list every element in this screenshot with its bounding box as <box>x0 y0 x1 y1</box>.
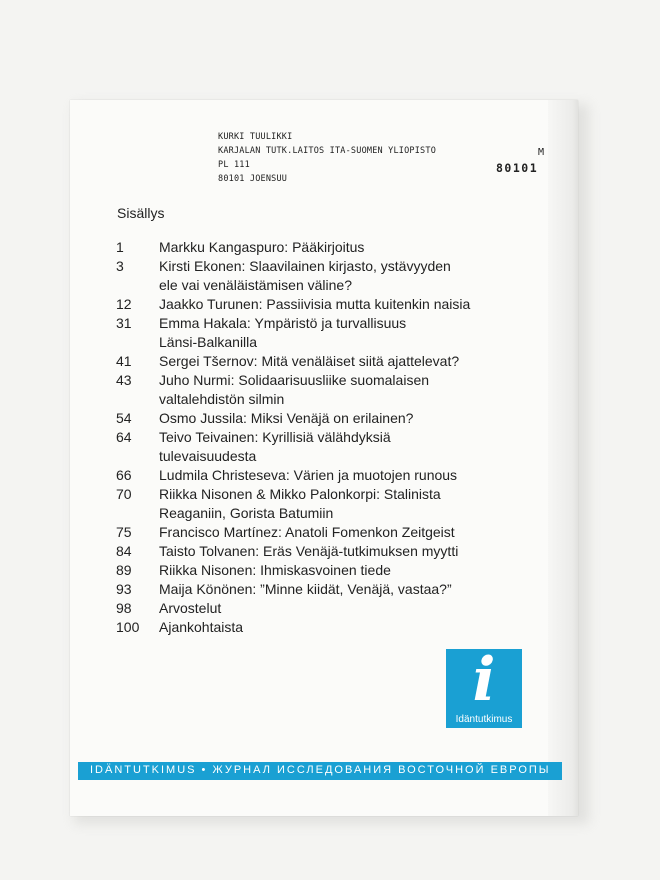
toc-entry-line: Riikka Nisonen: Ihmiskasvoinen tiede <box>159 562 391 578</box>
postcode: 80101 <box>496 161 539 175</box>
toc-entry-line: Länsi-Balkanilla <box>159 334 258 350</box>
toc-entry-line: Ludmila Christeseva: Värien ja muotojen runous <box>159 467 458 483</box>
book-page-edge <box>548 100 578 816</box>
toc-entry-text <box>159 238 536 257</box>
toc-page-number: 41 <box>116 353 132 369</box>
toc-entry <box>116 257 536 295</box>
table-of-contents <box>116 238 536 637</box>
toc-entry <box>116 352 536 371</box>
toc-page-number: 64 <box>116 429 132 445</box>
toc-entry-line: Riikka Nisonen & Mikko Palonkorpi: Stalinista <box>159 486 441 502</box>
toc-entry-line: Emma Hakala: Ympäristö ja turvallisuus <box>159 315 407 331</box>
toc-entry-line: Teivo Teivainen: Kyrillisiä välähdyksiä <box>159 429 391 445</box>
address-line: 80101 JOENSUU <box>218 174 288 184</box>
toc-page-number: 54 <box>116 410 132 426</box>
toc-page-number: 3 <box>116 258 124 274</box>
toc-entry-text <box>159 580 536 599</box>
toc-page-number: 93 <box>116 581 132 597</box>
toc-entry <box>116 314 536 352</box>
toc-entry <box>116 542 536 561</box>
toc-entry-line: Maija Könönen: ”Minne kiidät, Venäjä, vastaa?” <box>159 581 452 597</box>
toc-entry-line: Francisco Martínez: Anatoli Fomenkon Zeitgeist <box>159 524 455 540</box>
info-i-icon: i <box>472 645 496 715</box>
address-mark: M <box>538 147 545 158</box>
toc-page-number: 100 <box>116 619 140 635</box>
toc-entry-line: Markku Kangaspuro: Pääkirjoitus <box>159 239 365 255</box>
toc-entry-line: Ajankohtaista <box>159 619 244 635</box>
toc-entry-line: Sergei Tšernov: Mitä venäläiset siitä ajattelevat? <box>159 353 460 369</box>
toc-entry-text <box>159 523 536 542</box>
toc-page-number: 70 <box>116 486 132 502</box>
toc-entry-text <box>159 618 536 637</box>
toc-entry <box>116 580 536 599</box>
toc-entry <box>116 428 536 466</box>
toc-entry-line: Jaakko Turunen: Passiivisia mutta kuitenkin naisia <box>159 296 471 312</box>
toc-page-number: 43 <box>116 372 132 388</box>
toc-page-number: 1 <box>116 239 124 255</box>
toc-entry-text <box>159 314 536 352</box>
toc-entry <box>116 618 536 637</box>
toc-page-number: 66 <box>116 467 132 483</box>
toc-entry-line: tulevaisuudesta <box>159 448 257 464</box>
toc-entry <box>116 485 536 523</box>
toc-entry-line: Arvostelut <box>159 600 222 616</box>
toc-entry <box>116 561 536 580</box>
toc-entry <box>116 599 536 618</box>
logo-label: Idäntutkimus <box>455 714 513 725</box>
toc-entry-text <box>159 295 536 314</box>
address-line: KARJALAN TUTK.LAITOS ITA-SUOMEN YLIOPISTO <box>218 146 437 156</box>
toc-entry-line: valtalehdistön silmin <box>159 391 285 407</box>
toc-entry-text <box>159 428 536 466</box>
toc-title: Sisällys <box>117 205 165 221</box>
toc-entry <box>116 409 536 428</box>
toc-entry-line: Reaganiin, Gorista Batumiin <box>159 505 334 521</box>
idantutkimus-logo <box>446 645 522 728</box>
toc-entry <box>116 466 536 485</box>
toc-entry <box>116 523 536 542</box>
toc-entry-line: Osmo Jussila: Miksi Venäjä on erilainen? <box>159 410 414 426</box>
toc-page-number: 75 <box>116 524 132 540</box>
toc-entry-text <box>159 561 536 580</box>
toc-page-number: 98 <box>116 600 132 616</box>
toc-entry-text <box>159 485 536 523</box>
toc-entry <box>116 238 536 257</box>
toc-entry-text <box>159 371 536 409</box>
toc-page-number: 89 <box>116 562 132 578</box>
toc-entry-line: Kirsti Ekonen: Slaavilainen kirjasto, ystävyyden <box>159 258 451 274</box>
journal-band <box>78 762 562 780</box>
toc-page-number: 84 <box>116 543 132 559</box>
toc-page-number: 31 <box>116 315 132 331</box>
toc-entry-text <box>159 352 536 371</box>
toc-entry-line: ele vai venäläistämisen väline? <box>159 277 352 293</box>
toc-entry <box>116 295 536 314</box>
address-line: KURKI TUULIKKI <box>218 132 293 142</box>
toc-entry-text <box>159 599 536 618</box>
journal-band-text: IDÄNTUTKIMUS • ЖУРНАЛ ИССЛЕДОВАНИЯ ВОСТОЧНОЙ ЕВРОПЫ <box>90 764 551 776</box>
toc-page-number: 12 <box>116 296 132 312</box>
toc-entry-text <box>159 466 536 485</box>
toc-entry <box>116 371 536 409</box>
toc-entry-text <box>159 542 536 561</box>
address-label <box>218 130 436 186</box>
address-line: PL 111 <box>218 160 250 170</box>
toc-entry-line: Taisto Tolvanen: Eräs Venäjä-tutkimuksen myytti <box>159 543 459 559</box>
toc-entry-text <box>159 409 536 428</box>
toc-entry-line: Juho Nurmi: Solidaarisuusliike suomalaisen <box>159 372 430 388</box>
toc-entry-text <box>159 257 536 295</box>
